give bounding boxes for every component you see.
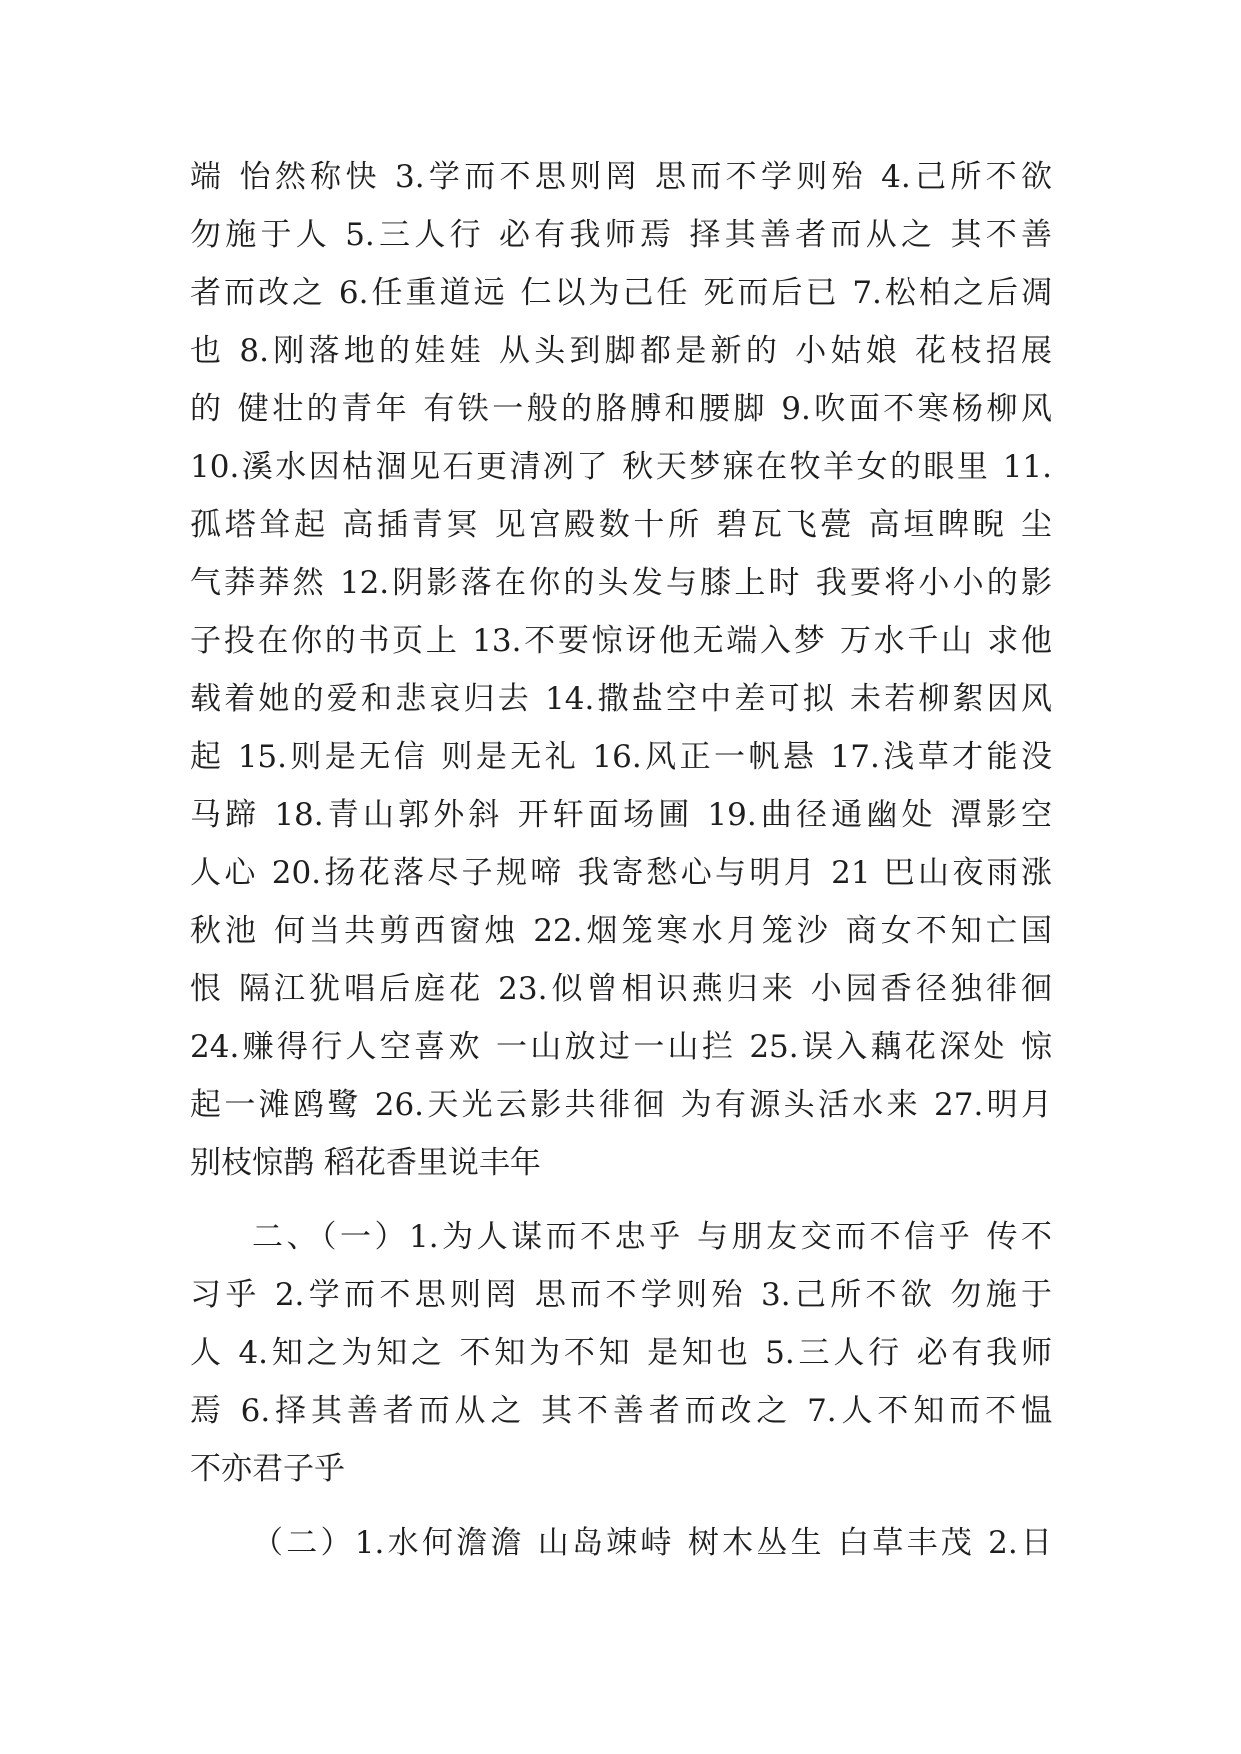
- text-line: 勿施于人 5.三人行 必有我师焉 择其善者而从之 其不善: [190, 217, 1052, 253]
- text-line: 焉 6.择其善者而从之 其不善者而改之 7.人不知而不愠: [190, 1393, 1052, 1429]
- text-line: 者而改之 6.任重道远 仁以为己任 死而后已 7.松柏之后凋: [190, 275, 1052, 311]
- text-line: 也 8.刚落地的娃娃 从头到脚都是新的 小姑娘 花枝招展: [190, 333, 1052, 369]
- text-line: 的 健壮的青年 有铁一般的胳膊和腰脚 9.吹面不寒杨柳风: [190, 391, 1052, 427]
- text-line: 人 4.知之为知之 不知为不知 是知也 5.三人行 必有我师: [190, 1335, 1052, 1371]
- text-line: 起一滩鸥鹭 26.天光云影共徘徊 为有源头活水来 27.明月: [190, 1087, 1052, 1123]
- text-line: 起 15.则是无信 则是无礼 16.风正一帆悬 17.浅草才能没: [190, 739, 1052, 775]
- text-line: 习乎 2.学而不思则罔 思而不学则殆 3.己所不欲 勿施于: [190, 1277, 1052, 1313]
- text-line: 秋池 何当共剪西窗烛 22.烟笼寒水月笼沙 商女不知亡国: [190, 913, 1052, 949]
- text-line: 端 怡然称快 3.学而不思则罔 思而不学则殆 4.己所不欲: [190, 159, 1052, 195]
- text-line: 24.赚得行人空喜欢 一山放过一山拦 25.误入藕花深处 惊: [190, 1029, 1052, 1065]
- text-line: 子投在你的书页上 13.不要惊讶他无端入梦 万水千山 求他: [190, 623, 1052, 659]
- section-heading-line: 二、（一）1.为人谋而不忠乎 与朋友交而不信乎 传不: [252, 1219, 1052, 1255]
- text-line: 别枝惊鹊 稻花香里说丰年: [190, 1145, 541, 1181]
- text-line: 恨 隔江犹唱后庭花 23.似曾相识燕归来 小园香径独徘徊: [190, 971, 1052, 1007]
- answer-text-body: [190, 148, 1052, 1572]
- section-heading-line: （二）1.水何澹澹 山岛竦峙 树木丛生 白草丰茂 2.日: [252, 1525, 1052, 1561]
- text-line: 马蹄 18.青山郭外斜 开轩面场圃 19.曲径通幽处 潭影空: [190, 797, 1052, 833]
- text-line: 孤塔耸起 高插青冥 见宫殿数十所 碧瓦飞甍 高垣睥睨 尘: [190, 507, 1052, 543]
- text-line: 气莽莽然 12.阴影落在你的头发与膝上时 我要将小小的影: [190, 565, 1052, 601]
- text-line: 载着她的爱和悲哀归去 14.撒盐空中差可拟 未若柳絮因风: [190, 681, 1052, 717]
- text-line: 10.溪水因枯涸见石更清冽了 秋天梦寐在牧羊女的眼里 11.: [190, 449, 1052, 485]
- text-line: 不亦君子乎: [190, 1451, 345, 1487]
- text-line: 人心 20.扬花落尽子规啼 我寄愁心与明月 21 巴山夜雨涨: [190, 855, 1052, 891]
